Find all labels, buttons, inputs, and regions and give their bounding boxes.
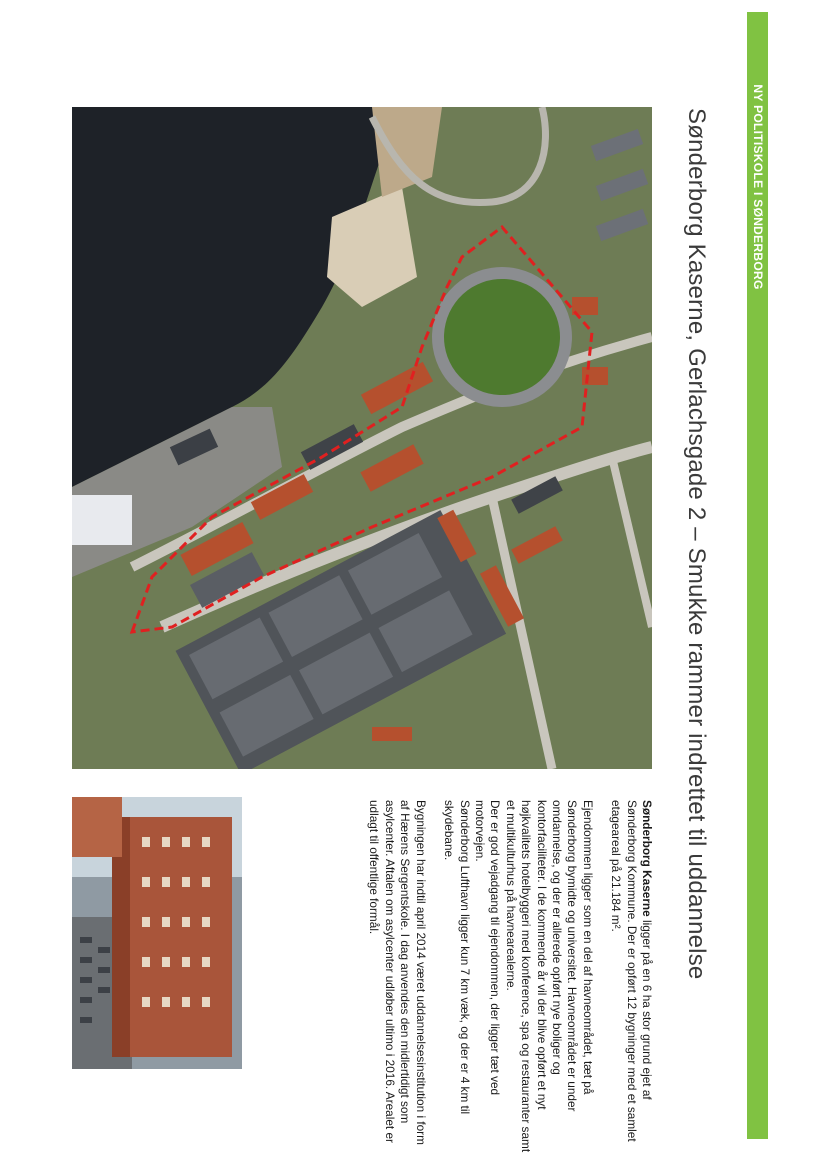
intro-text: ligger på en 6 ha stor grund ejet af Sønderborg Kommune. Der er opført 12 bygninger med et samlet etageareal på 21.184 m². [609,800,654,1142]
building-photo [72,797,242,1069]
intro-lead: Sønderborg Kaserne [640,800,654,917]
paragraph-location: Ejendommen ligger som en del af havneområdet, tæt på Sønderborg bymidte og universitet. Havneområdet er under omdannelse, og der er allerede opført nye boliger og kontorfaciliteter. I de kommende år vil der blive opført et nyt højkvalitets hotelbyggeri med konference, spa og restauranter samt et multikulturhus på havnearealerne. [503,800,595,1153]
paragraph-intro [608,800,654,1158]
section-label: NY POLITISKOLE I SØNDERBORG [750,84,765,290]
paragraph-airport: Sønderborg Lufthavn ligger kun 7 km væk, og der er 4 km til skydebane. [442,800,472,1115]
page-title: Sønderborg Kaserne, Gerlachsgade 2 – Smukke rammer indrettet til uddannelse [683,108,710,980]
paragraph-road-access: Der er god vejadgang til ejendommen, der ligger tæt ved motorvejen. [472,800,503,1096]
body-text [366,800,654,1158]
section-band [747,12,768,1139]
paragraph-history: Bygningen har indtil april 2014 været uddannelsesinstitution i form af Hærens Sergentskole. I dag anvendes den midlertidigt som asylcenter. Aftalen om asylcenter udløber ultimo i 2016. Arealet er udlagt til offentlige formål. [367,800,428,1145]
aerial-map [72,107,652,769]
